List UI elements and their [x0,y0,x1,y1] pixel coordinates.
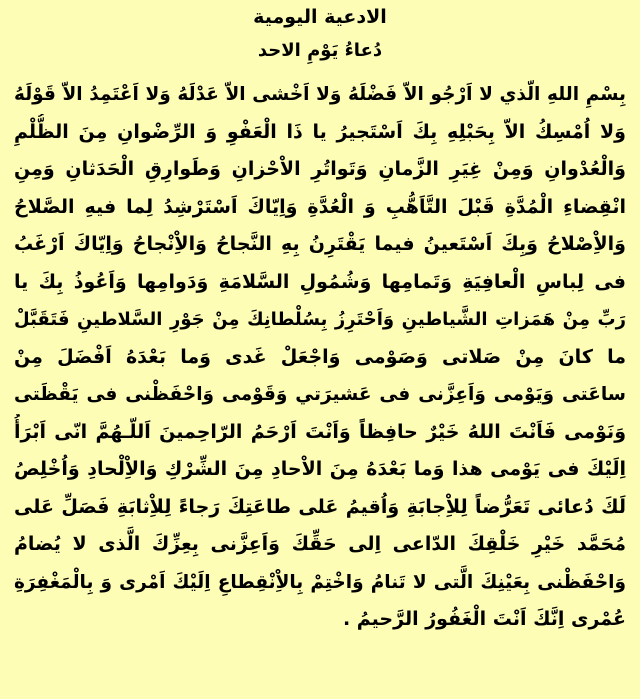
text-line: رَبِّ مِنْ هَمَزاتِ الشَّياطينِ وَاَحْتَرِزُ بِسُلْطانِكَ مِنْ جَوْرِ السَّلاطينِ فَتَقَبَّلْ [14,309,626,330]
text-line: وَالاِْصْلاحُ وَبِكَ اَسْتَعينُ فيما يَقْتَرِنُ بِهِ النَّجاحُ وَالاِْنْجاحُ وَاِيّاكَ اَرْغَبُ [14,233,626,255]
text-line: لَكَ دُعائى تَعَرُّضاً لِلاِْجابَةِ وَاُقيمُ عَلى طاعَتِكَ رَجاءً لِلاِْثابَةِ فَصَلِّ عَلى [14,495,626,518]
text-line: ما كانَ مِنْ صَلاتى وَصَوْمى وَاجْعَلْ غَدى وَما بَعْدَهُ اَفْضَلَ مِنْ [14,345,626,368]
text-line: وَنَوْمى فَاَنْتَ اللهُ خَيْرٌ حافِظاً وَاَنْتَ اَرْحَمُ الرّاحِمينَ اَللّـهُمَّ انّى اَبْرَأُ [14,420,626,443]
text-line: مُحَمَّد خَيْرِ خَلْقِكَ الدّاعى اِلى حَقِّكَ وَاَعِزَّنى بِعِزِّكَ الَّذى لا يُضامُ [14,533,626,555]
text-line: انْقِضاءِ الْمُدَّةِ قَبْلَ التَّاَهُّبِ وَ الْعُدَّةِ وَاِيّاكَ اَسْتَرْشِدُ لِما فيهِ الصَّلاحُ [14,195,626,218]
text-line: وَلا اُمْسِكُ الاّ بِحَبْلِهِ بِكَ اَسْتَجيرُ يا ذَا الْعَفْوِ وَ الرِّضْوانِ مِنَ الظُّلْمِ [14,120,626,143]
text-line: بِسْمِ اللهِ الّذي لا اَرْجُو الاّ فَضْلَهُ وَلا اَخْشى الاّ عَدْلَهُ وَلا اَعْتَمِدُ الاّ قَوْلَهُ [14,84,626,105]
text-line: ساعَتى وَيَوْمى وَاَعِزَّنى فى عَشيرَتي وَقَوْمى وَاحْفَظْنى فى يَقْظَتى [14,384,626,405]
text-line: اِلَيْكَ فى يَوْمى هذا وَما بَعْدَهُ مِنَ الاْحادِ مِنَ الشِّرْكِ وَالاِْلْحادِ وَاُخْلِصُ [14,458,626,480]
document-subtitle: دُعاءُ يَوْمِ الاحد [257,40,383,61]
text-line: وَالْعُدْوانِ وَمِنْ غِيَرِ الزَّمانِ وَتَواتُرِ الاْحْزانِ وَطَوارِقِ الْحَدَثانِ وَمِنِ [14,158,626,180]
text-line: فى لِباسِ الْعافِيَةِ وَتَمامِها وَشُمُولِ السَّلامَةِ وَدَوامِها وَاَعُوذُ بِكَ يا [14,270,626,293]
text-line: وَاحْفَظْنى بِعَيْنِكَ الَّتى لا تَنامُ وَاخْتِمْ بِالاِْنْقِطاعِ اِلَيْكَ اَمْرى وَ بِالْمَغْفِرَةِ [14,571,626,593]
text-line: عُمْرى اِنَّكَ اَنْتَ الْغَفُورُ الرَّحيمُ . [342,608,626,630]
document-body [14,76,626,639]
document-title: الادعية اليومية [253,6,387,28]
